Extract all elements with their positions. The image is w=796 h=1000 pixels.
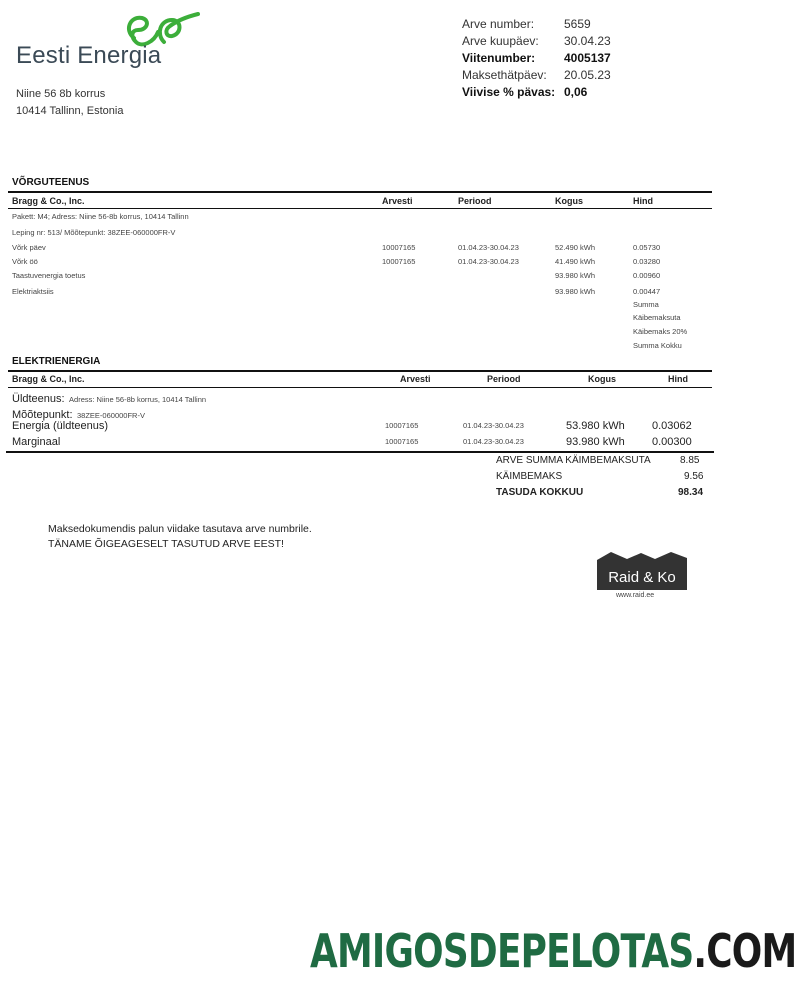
section2-header-rule (8, 387, 712, 388)
meta-row-due-date: Maksethätpäev: 20.05.23 (462, 68, 611, 82)
section2-header-kogus: Kogus (588, 374, 616, 384)
thank-you-line: TÄNAME ÕIGEAGESELT TASUTUD ARVE EEST! (48, 538, 284, 550)
meta-row-invoice-date: Arve kuupäev: 30.04.23 (462, 34, 611, 48)
section2-bottom-rule (6, 451, 714, 453)
section1-info-contract: Leping nr: 513/ Mõõtepunkt: 38ZEE-060000FR-V (12, 228, 176, 237)
total-excl-vat-label: ARVE SUMMA KÄIMBEMAKSUTA (496, 455, 651, 466)
watermark-part2: .COM (693, 924, 796, 978)
payment-note-line1: Maksedokumendis palun viidake tasutava arve numbrile. (48, 523, 312, 535)
customer-address-line1: Niine 56 8b korrus (16, 88, 106, 100)
section1-summary-sum: Summa (633, 300, 659, 309)
section2-header-periood: Periood (487, 374, 521, 384)
section1-info-package: Pakett: M4; Adress: Niine 56-8b korrus, 10414 Tallinn (12, 212, 189, 221)
section2-header-hind: Hind (668, 374, 688, 384)
section2-header-arvesti: Arvesti (400, 374, 431, 384)
section1-header-company: Bragg & Co., Inc. (12, 196, 85, 206)
watermark-part1: AMIGOSDEPELOTAS (310, 924, 694, 978)
section2-top-rule (8, 370, 712, 372)
meta-row-invoice-number: Arve number: 5659 (462, 17, 591, 31)
raid-ko-logo-icon (597, 550, 687, 590)
meta-row-reference-number: Viitenumber: 4005137 (462, 51, 611, 65)
section1-top-rule (8, 191, 712, 193)
total-to-pay-label: TASUDA KOKKUU (496, 487, 584, 498)
total-vat-value: 9.56 (684, 471, 704, 482)
section2-info-service: Üldteenus: Adress: Niine 56-8b korrus, 10414 Tallinn (12, 393, 207, 405)
meta-row-late-fee: Viivise % pävas: 0,06 (462, 85, 588, 99)
total-excl-vat-value: 8.85 (680, 455, 700, 466)
payment-note (48, 522, 312, 552)
section1-summary-vat: Käibemaks 20% (633, 327, 688, 336)
section1-summary-total: Summa Kokku (633, 341, 682, 350)
section1-summary-excl-vat: Käibemaksuta (633, 313, 681, 322)
raid-ko-logo-text: Raid & Ko (608, 569, 676, 586)
watermark (310, 924, 796, 978)
section1-header-arvesti: Arvesti (382, 196, 413, 206)
section2-info-metering-point: Mõõtepunkt: 38ZEE-060000FR-V (12, 409, 145, 421)
total-to-pay-value: 98.34 (678, 487, 704, 498)
section1-header-hind: Hind (633, 196, 653, 206)
section2-title: ELEKTRIENERGIA (12, 356, 101, 367)
invoice-meta (462, 16, 611, 101)
section1-header-kogus: Kogus (555, 196, 583, 206)
section1-header-periood: Periood (458, 196, 492, 206)
brand-name: Eesti Energia (16, 42, 162, 69)
section2-header-company: Bragg & Co., Inc. (12, 374, 85, 384)
section1-header-rule (8, 208, 712, 209)
total-vat-label: KÄIMBEMAKS (496, 471, 563, 482)
raid-url: www.raid.ee (616, 592, 655, 599)
section1-title: VÕRGUTEENUS (12, 177, 90, 188)
customer-address-line2: 10414 Tallinn, Estonia (16, 105, 124, 117)
